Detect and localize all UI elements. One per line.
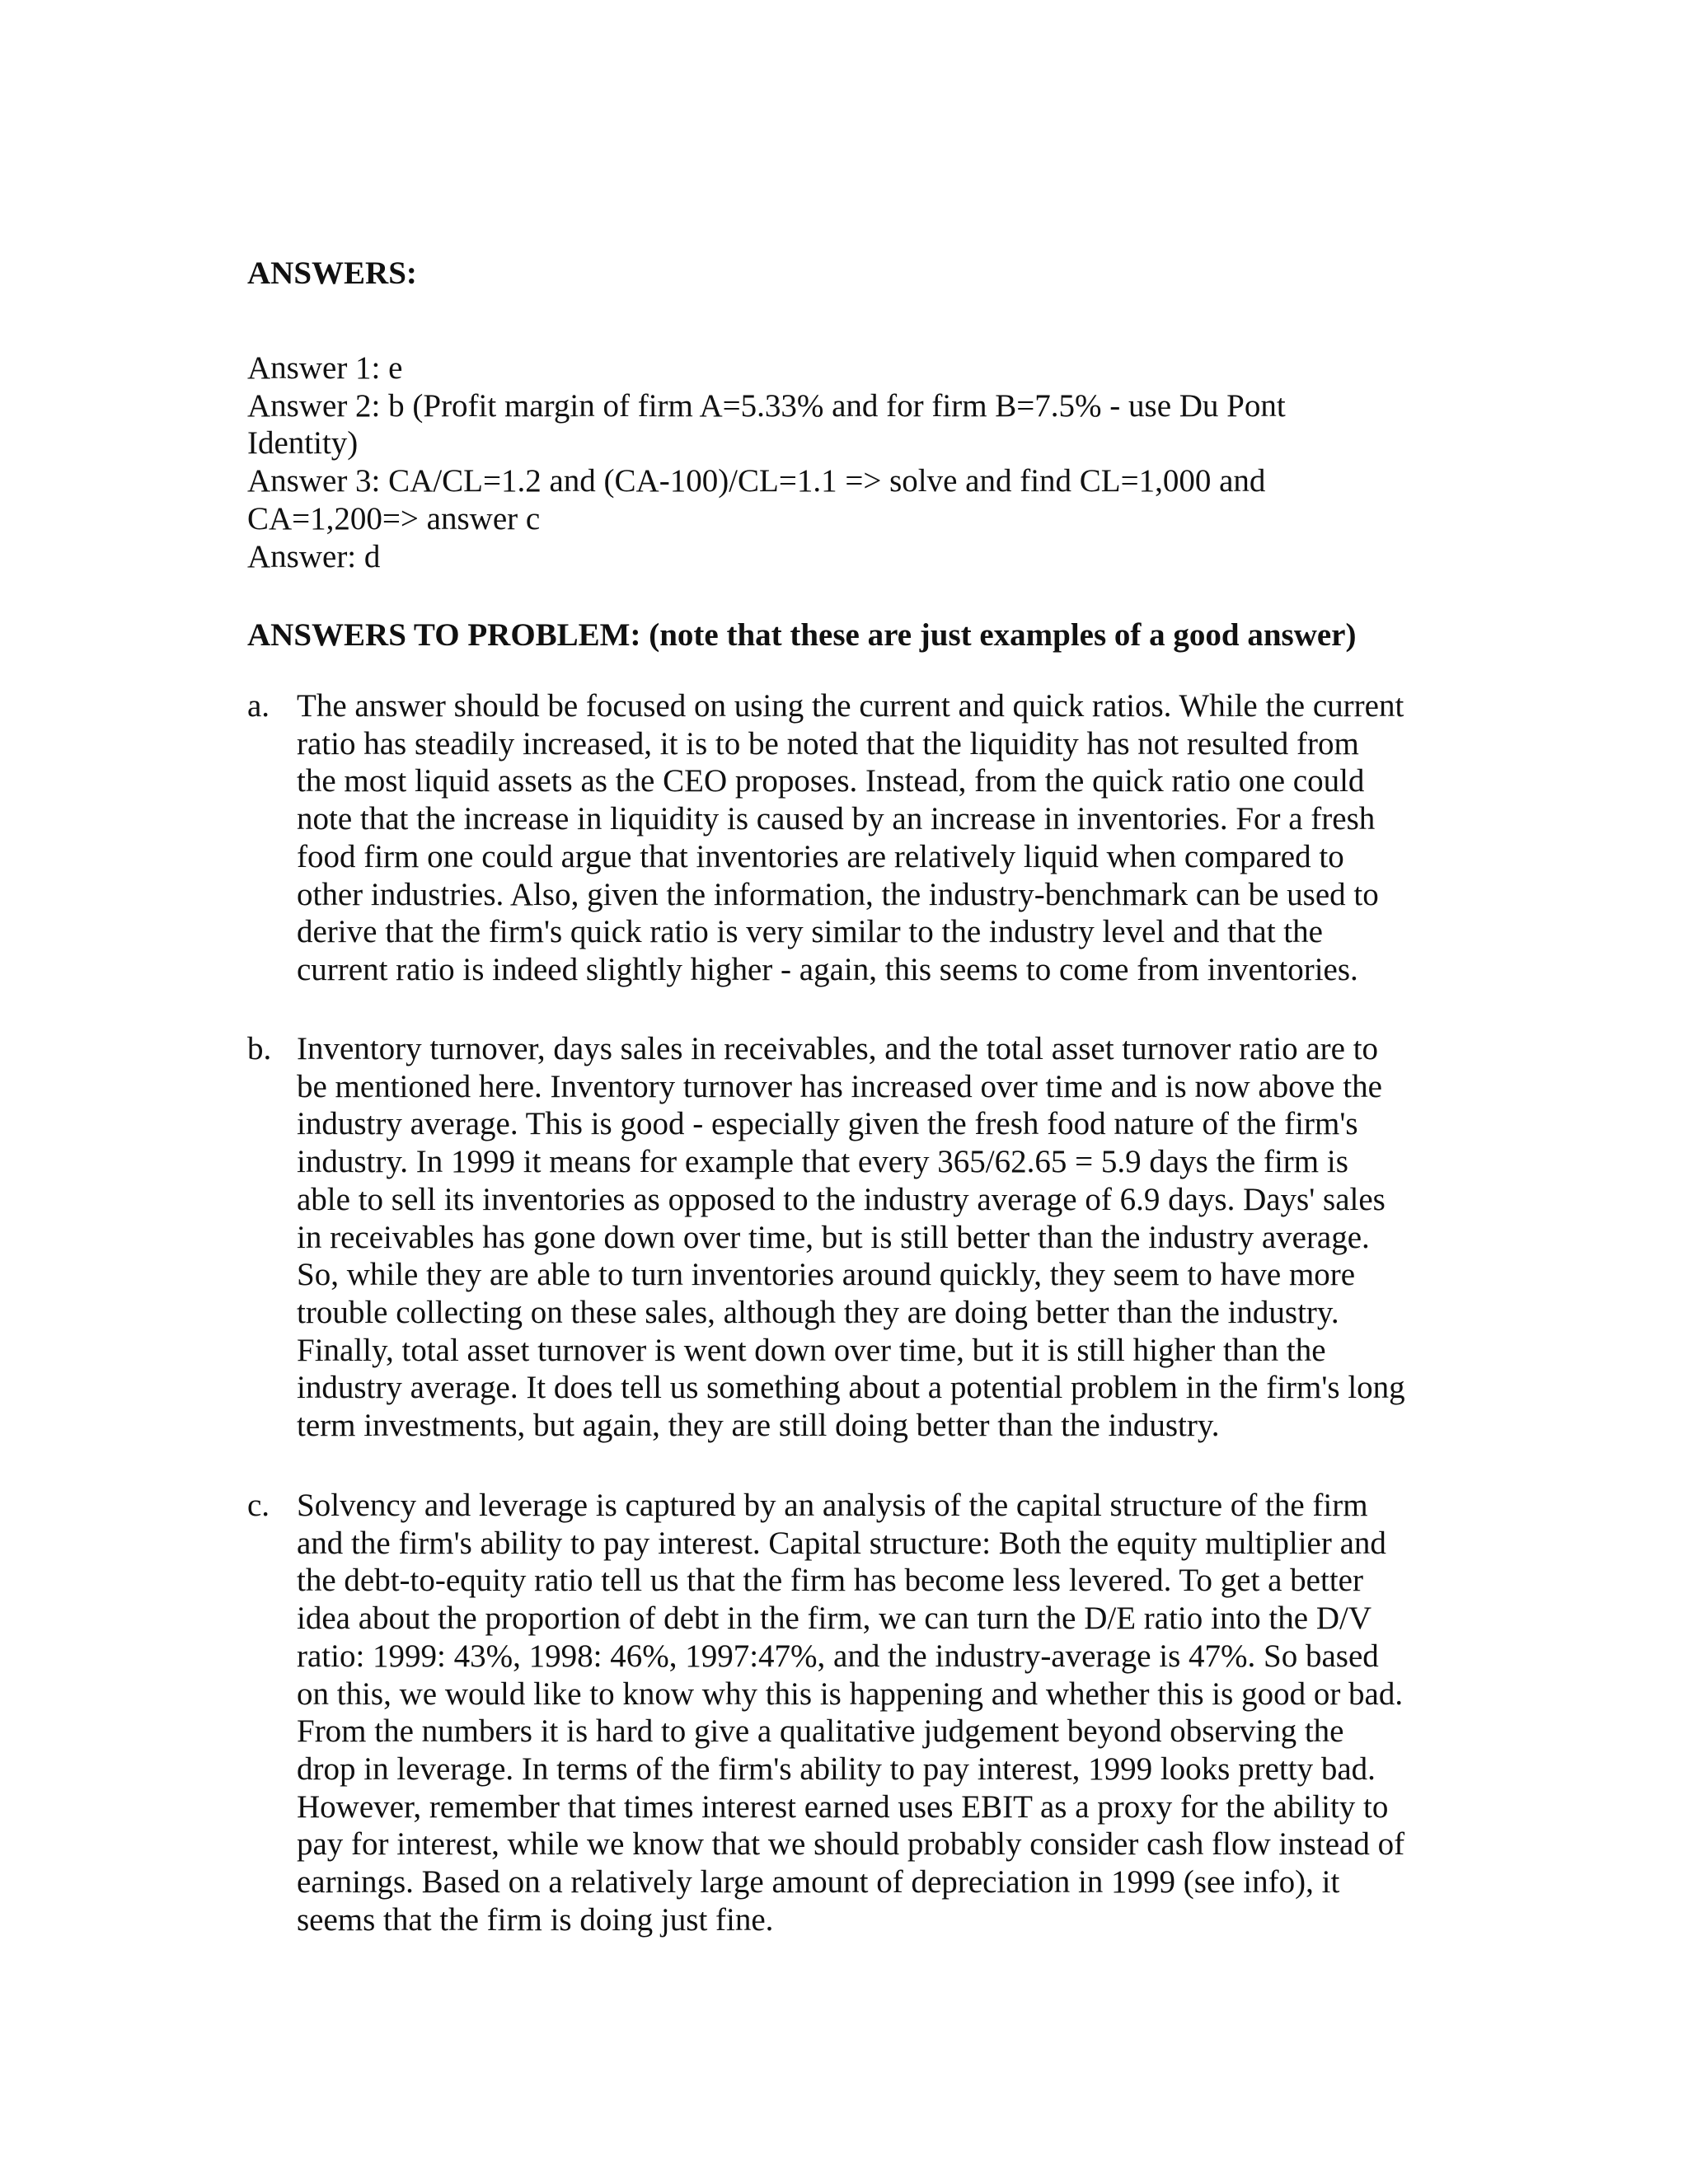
answers-heading: ANSWERS: (247, 255, 417, 291)
text-line: However, remember that times interest earned uses EBIT as a proxy for the ability to (297, 1788, 1389, 1825)
text-line: earnings. Based on a relatively large amount of depreciation in 1999 (see info), it (297, 1864, 1340, 1900)
text-line: Finally, total asset turnover is went down over time, but it is still higher than the (297, 1332, 1326, 1368)
text-line: the most liquid assets as the CEO proposes. Instead, from the quick ratio one could (297, 763, 1365, 799)
answer-line: CA=1,200=> answer c (247, 500, 541, 537)
item-marker: c. (247, 1488, 270, 1523)
answer-line: Identity) (247, 425, 359, 462)
text-line: be mentioned here. Inventory turnover has increased over time and is now above the (297, 1068, 1382, 1104)
text-line: The answer should be focused on using the current and quick ratios. While the current (297, 688, 1404, 724)
item-marker: b. (247, 1031, 272, 1066)
text-line: ratio has steadily increased, it is to be noted that the liquidity has not resulted from (297, 725, 1359, 762)
item-marker: a. (247, 688, 270, 724)
answer-line: Answer 3: CA/CL=1.2 and (CA-100)/CL=1.1 => solve and find CL=1,000 and (247, 463, 1266, 499)
text-line: term investments, but again, they are still doing better than the industry. (297, 1408, 1220, 1444)
text-line: in receivables has gone down over time, but is still better than the industry average. (297, 1219, 1370, 1255)
text-line: the debt-to-equity ratio tell us that the firm has become less levered. To get a better (297, 1563, 1363, 1599)
item-body (297, 687, 1451, 989)
answer-line: Answer 1: e (247, 350, 403, 386)
text-line: ratio: 1999: 43%, 1998: 46%, 1997:47%, and the industry-average is 47%. So based (297, 1638, 1379, 1674)
answer-line: Answer 2: b (Profit margin of firm A=5.33% and for firm B=7.5% - use Du Pont (247, 387, 1286, 424)
text-line: other industries. Also, given the information, the industry-benchmark can be used to (297, 876, 1379, 912)
text-line: From the numbers it is hard to give a qualitative judgement beyond observing the (297, 1713, 1344, 1750)
text-line: industry average. This is good - especially given the fresh food nature of the firm's (297, 1106, 1358, 1142)
item-body (297, 1487, 1451, 1938)
text-line: current ratio is indeed slightly higher - again, this seems to come from inventories. (297, 951, 1358, 987)
text-line: Solvency and leverage is captured by an analysis of the capital structure of the firm (297, 1488, 1368, 1523)
text-line: on this, we would like to know why this is happening and whether this is good or bad. (297, 1675, 1404, 1712)
item-body (297, 1030, 1451, 1445)
text-line: trouble collecting on these sales, although they are doing better than the industry. (297, 1294, 1339, 1330)
text-line: So, while they are able to turn inventories around quickly, they seem to have more (297, 1257, 1356, 1293)
text-line: derive that the firm's quick ratio is very similar to the industry level and that the (297, 914, 1323, 950)
text-line: note that the increase in liquidity is caused by an increase in inventories. For a fresh (297, 801, 1376, 837)
text-line: and the firm's ability to pay interest. Capital structure: Both the equity multiplier and (297, 1525, 1386, 1561)
text-line: drop in leverage. In terms of the firm's ability to pay interest, 1999 looks pretty bad. (297, 1750, 1376, 1787)
answer-line: Answer: d (247, 538, 381, 574)
problem-heading: ANSWERS TO PROBLEM: (note that these are just examples of a good answer) (247, 617, 1357, 653)
answers-list (247, 349, 1442, 575)
text-line: industry. In 1999 it means for example that every 365/62.65 = 5.9 days the firm is (297, 1144, 1348, 1180)
text-line: food firm one could argue that inventories are relatively liquid when compared to (297, 838, 1344, 874)
text-line: able to sell its inventories as opposed to the industry average of 6.9 days. Days' sales (297, 1181, 1386, 1217)
text-line: idea about the proportion of debt in the firm, we can turn the D/E ratio into the D/V (297, 1601, 1372, 1637)
text-line: industry average. It does tell us something about a potential problem in the firm's long (297, 1370, 1405, 1406)
text-line: seems that the firm is doing just fine. (297, 1901, 774, 1938)
text-line: Inventory turnover, days sales in receivables, and the total asset turnover ratio are to (297, 1031, 1379, 1066)
text-line: pay for interest, while we know that we should probably consider cash flow instead of (297, 1826, 1405, 1863)
